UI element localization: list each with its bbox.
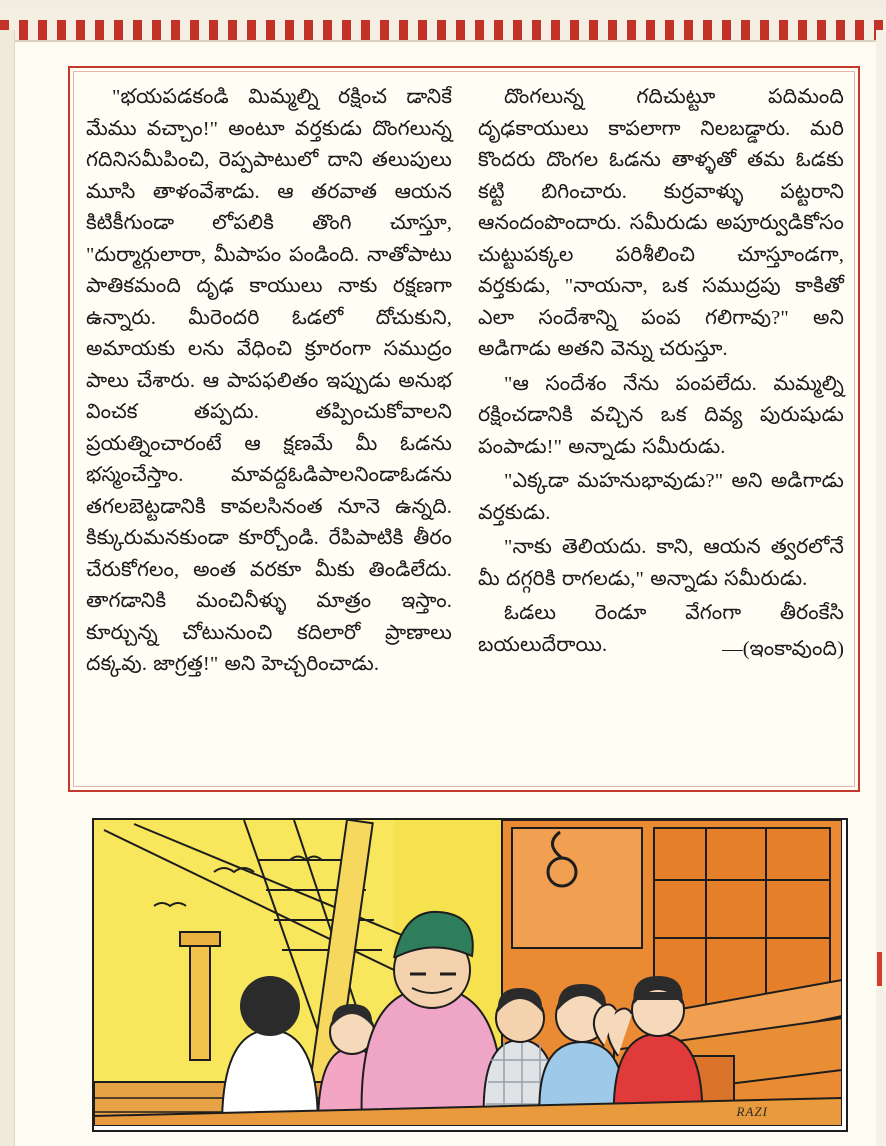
perforation-hairline	[0, 40, 886, 42]
continuation-note: —(ఇంకావుంది)	[722, 638, 844, 660]
illustration-artwork	[94, 820, 842, 1126]
story-illustration	[92, 818, 848, 1132]
article-column-left	[86, 82, 452, 780]
paragraph: "ఆ సందేశం నేను పంపలేదు. మమ్మల్ని రక్షించడానికి వచ్చిన ఒక దివ్య పురుషుడు పంపాడు!" అన్నాడు సమీరుడు.	[478, 372, 844, 458]
page-edge-mark	[877, 952, 882, 986]
text-frame	[68, 66, 860, 792]
paragraph: "భయపడకండి మిమ్మల్ని రక్షించ డానికే మేము వచ్చాం!" అంటూ వర్తకుడు దొంగలున్న గదినిసమీపించి, రెప్పపాటులో దాని తలుపులు మూసి తాళంవేశాడు. ఆ తరవాత ఆయన కిటికీగుండా లోపలికి తొంగి చూస్తూ, "దుర్మార్గులారా, మీపాపం పండింది. నాతోపాటు పాతికమంది దృఢ కాయులు నాకు రక్షణగా ఉన్నారు. మీరెందరి ఓడలో దోచుకుని, అమాయకు లను వేధించి క్రూరంగా సముద్రం పాలు చేశారు. ఆ పాపఫలితం ఇప్పుడు అనుభ వించక తప్పదు. తప్పించుకోవాలని ప్రయత్నించారంటే ఆ క్షణమే మీ ఓడను భస్మంచేస్తాం. మావద్దఓడిపాలనిండాఓడను తగలబెట్టడానికి కావలసినంత నూనె ఉన్నది. కిక్కురుమనకుండా కూర్చోండి. రేపిపాటికి తీరం చేరుకోగలం, అంత వరకూ మీకు తిండిలేదు. తాగడానికి మంచినీళ్ళు మాత్రం ఇస్తాం. కూర్చున్న చోటునుంచి కదిలారో ప్రాణాలు దక్కవు. జాగ్రత్త!" అని హెచ్చరించాడు.	[86, 86, 452, 675]
perforation-mask	[0, 8, 886, 20]
article-columns	[86, 82, 844, 780]
paragraph: "నాకు తెలియదు. కాని, ఆయన త్వరలోనే మీ దగ్గరికి రాగలడు," అన్నాడు సమీరుడు.	[478, 536, 844, 590]
page-left-binding-edge	[0, 30, 15, 1146]
paragraph: దొంగలున్న గదిచుట్టూ పదిమంది దృఢకాయులు కాపలాగా నిలబడ్డారు. మరి కొందరు దొంగల ఓడను తాళ్ళతో తమ ఓడకు కట్టి బిగించారు. కుర్రవాళ్ళు పట్టరాని ఆనందంపొందారు. సమీరుడు అపూర్వుడికోసం చుట్టుపక్కల పరిశీలించి చూస్తూండగా, వర్తకుడు, "నాయనా, ఒక సముద్రపు కాకితో ఎలా సందేశాన్ని పంప గలిగావు?" అని అడిగాడు అతని వెన్ను చరుస్తూ.	[478, 86, 844, 360]
paragraph: "ఎక్కడా మహనుభావుడు?" అని అడిగాడు వర్తకుడు.	[478, 470, 844, 524]
page-top-perforation	[0, 0, 886, 42]
article-column-right	[478, 82, 844, 780]
paragraph: ఓడలు రెండూ వేగంగా తీరంకేసి బయలుదేరాయి.	[478, 602, 844, 656]
artist-signature: RAZI	[736, 1104, 768, 1119]
